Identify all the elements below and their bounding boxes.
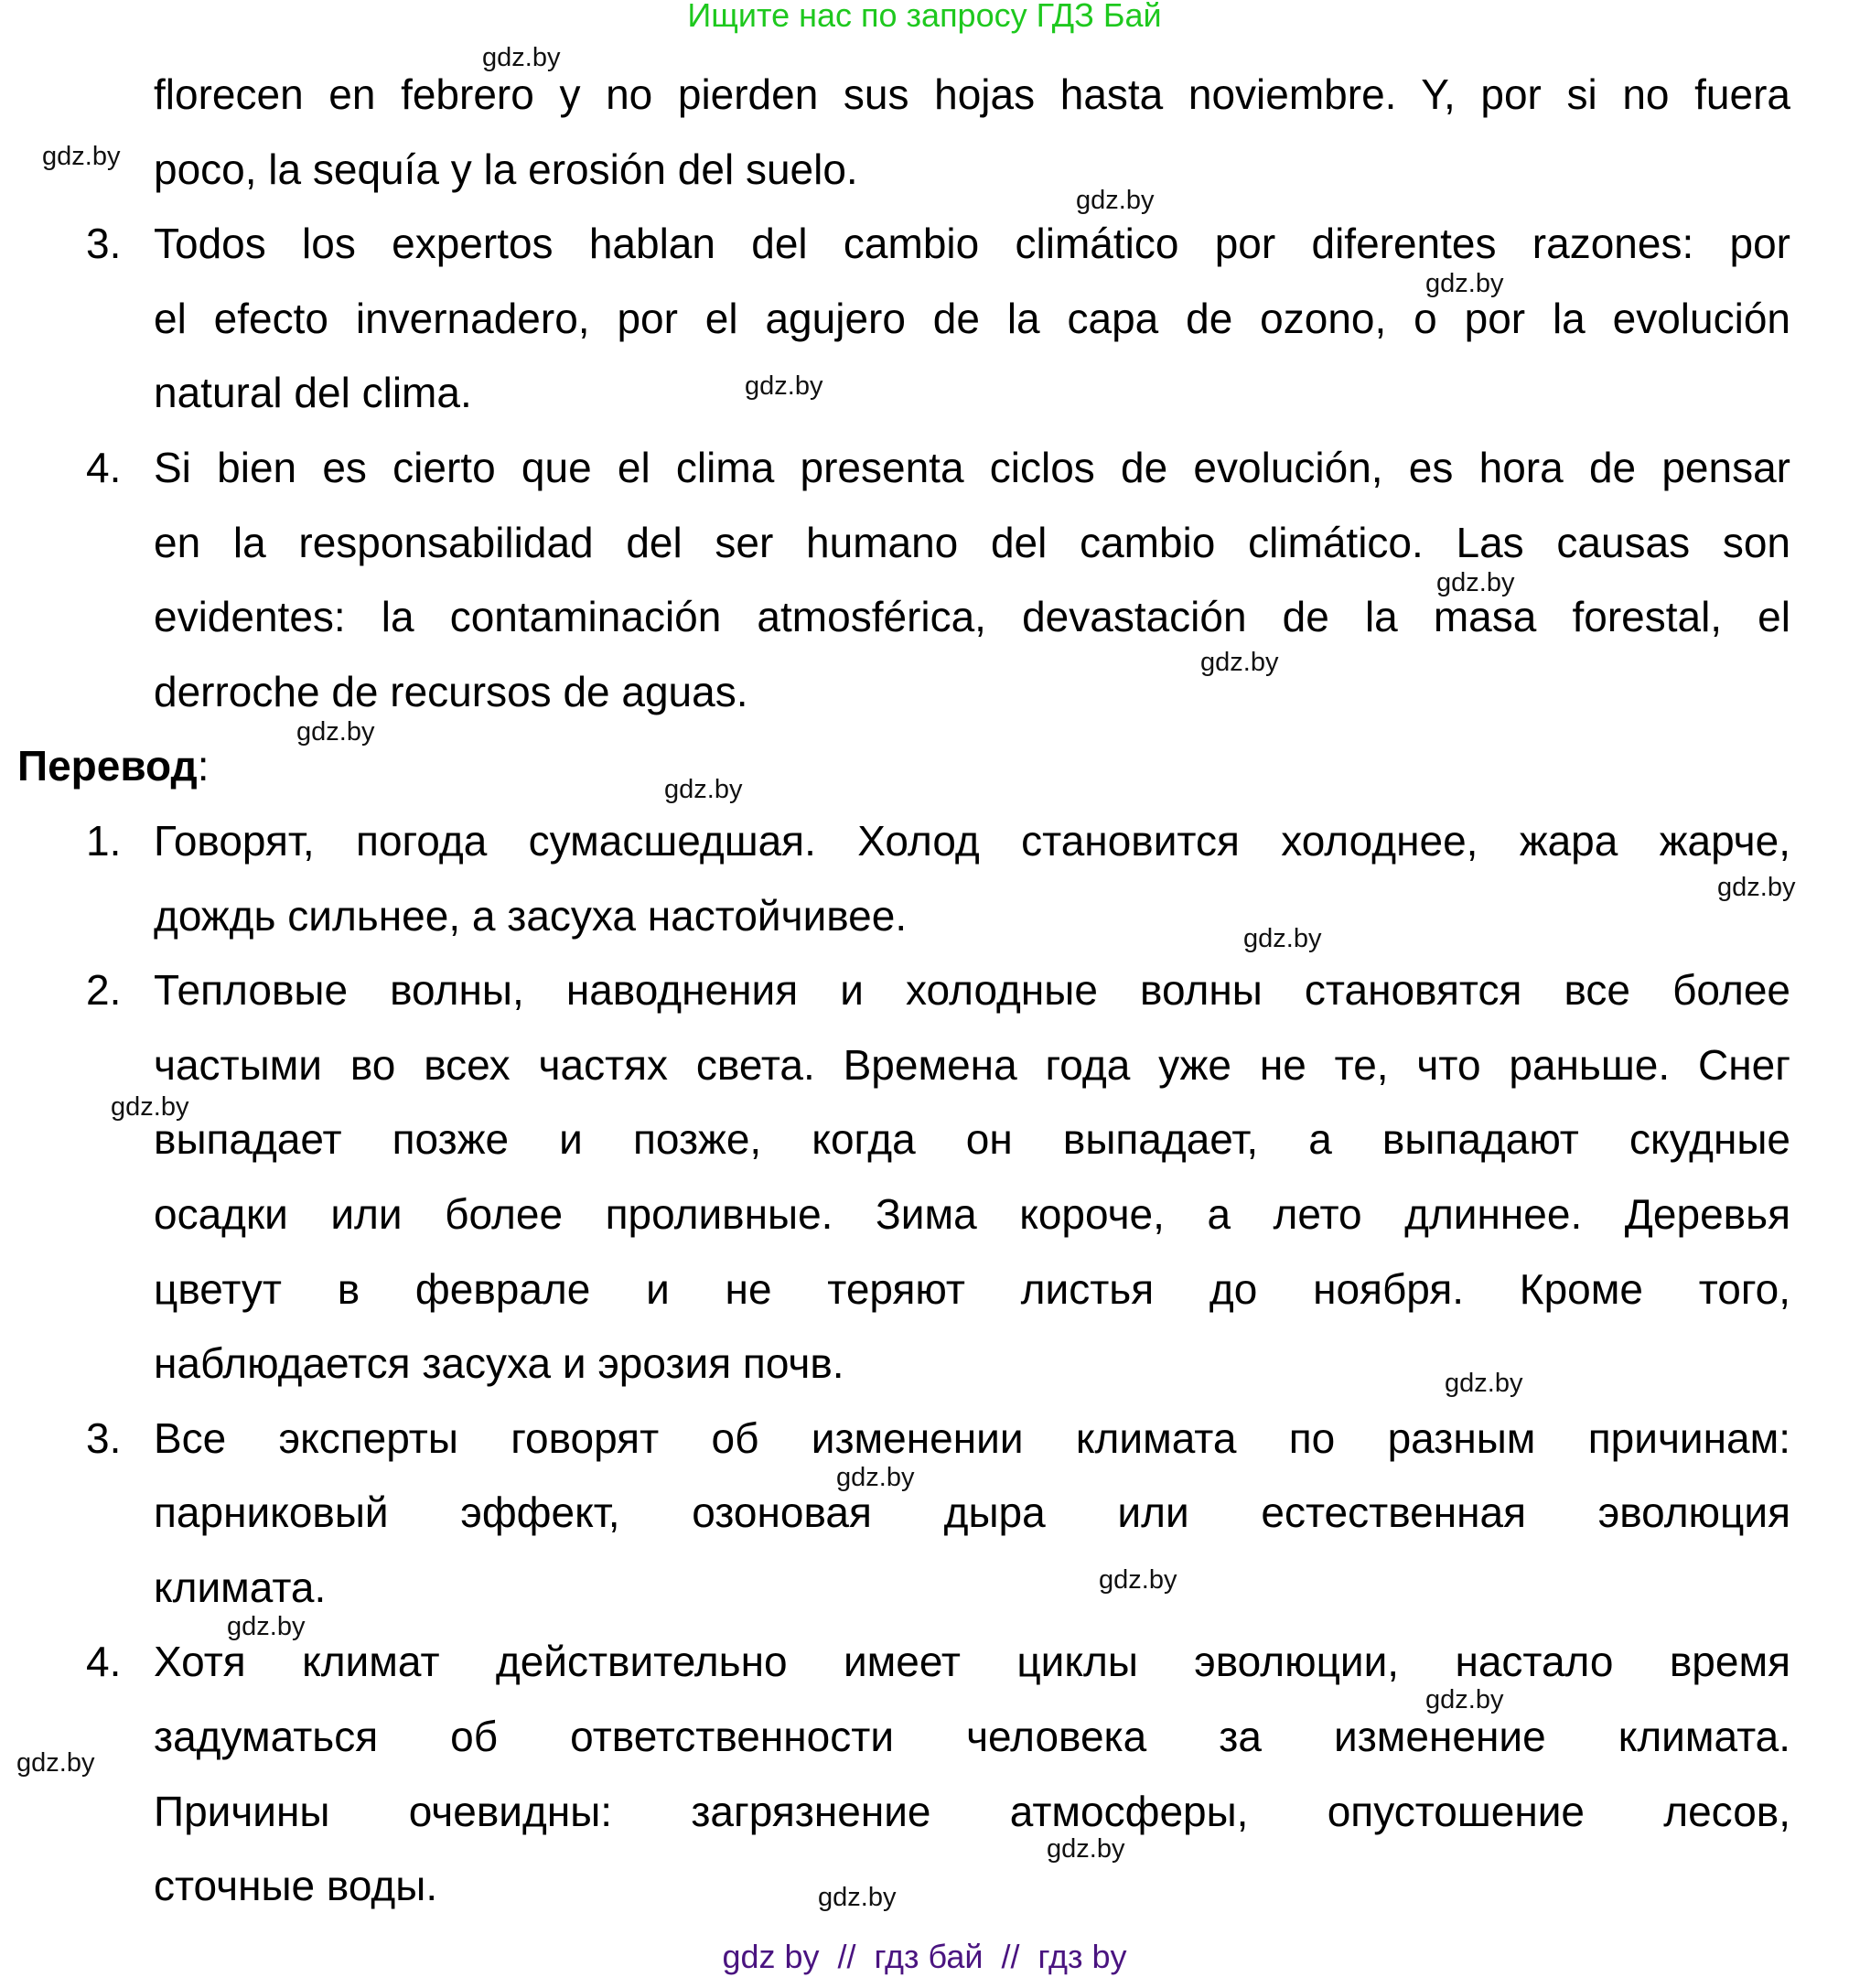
watermark: gdz.by bbox=[818, 1883, 897, 1912]
text-line: natural del clima. bbox=[154, 369, 472, 417]
text-line: florecen en febrero y no pierden sus hojas hasta noviembre. Y, por si no fuera bbox=[154, 70, 1790, 118]
text-line: evidentes: la contaminación atmosférica, devastación de la masa forestal, el bbox=[154, 593, 1790, 641]
watermark: gdz.by bbox=[227, 1612, 306, 1641]
watermark: gdz.by bbox=[16, 1748, 95, 1778]
watermark: gdz.by bbox=[836, 1463, 915, 1492]
watermark: gdz.by bbox=[42, 142, 121, 171]
list-item-number: 3. Todos los expertos hablan del cambio climático por diferentes razones: por bbox=[86, 220, 1790, 268]
text-line: частыми во всех частях света. Времена года уже не те, что раньше. Снег bbox=[154, 1040, 1790, 1089]
text-line: наблюдается засуха и эрозия почв. bbox=[154, 1339, 844, 1388]
footer-links: gdz by // гдз бай // гдз by bbox=[722, 1938, 1127, 1975]
text-line: дождь сильнее, а засуха настойчивее. bbox=[154, 891, 908, 940]
watermark: gdz.by bbox=[111, 1092, 189, 1122]
text-line: poco, la sequía y la erosión del suelo. bbox=[154, 145, 858, 193]
text-line: задуматься об ответственности человека за изменение климата. bbox=[154, 1713, 1790, 1761]
watermark: gdz.by bbox=[1445, 1369, 1523, 1398]
text-line: Причины очевидны: загрязнение атмосферы, опустошение лесов, bbox=[154, 1787, 1790, 1835]
list-item-number: 1. Говорят, погода сумасшедшая. Холод становится холоднее, жара жарче, bbox=[86, 816, 1790, 865]
text-line: климата. bbox=[154, 1563, 327, 1611]
watermark: gdz.by bbox=[664, 775, 743, 804]
watermark: gdz.by bbox=[482, 43, 561, 72]
watermark: gdz.by bbox=[1099, 1565, 1177, 1595]
watermark: gdz.by bbox=[296, 717, 375, 747]
watermark: gdz.by bbox=[1243, 924, 1322, 953]
watermark: gdz.by bbox=[1200, 648, 1279, 677]
watermark: gdz.by bbox=[1047, 1834, 1125, 1864]
list-item-number: 2. Тепловые волны, наводнения и холодные волны становятся все более bbox=[86, 966, 1790, 1015]
watermark: gdz.by bbox=[1425, 1685, 1504, 1714]
watermark: gdz.by bbox=[1076, 186, 1155, 215]
document-body bbox=[0, 58, 1849, 1924]
text-line: derroche de recursos de aguas. bbox=[154, 667, 748, 715]
watermark: gdz.by bbox=[1436, 568, 1515, 597]
text-line: осадки или более проливные. Зима короче, а лето длиннее. Деревья bbox=[154, 1189, 1790, 1238]
text-line: en la responsabilidad del ser humano del cambio climático. Las causas son bbox=[154, 518, 1790, 566]
watermark: gdz.by bbox=[745, 371, 823, 401]
text-line: выпадает позже и позже, когда он выпадает, а выпадают скудные bbox=[154, 1115, 1790, 1164]
watermark: gdz.by bbox=[1717, 873, 1796, 902]
list-item-number: 4. Si bien es cierto que el clima presenta ciclos de evolución, es hora de pensar bbox=[86, 443, 1790, 491]
text-line: цветут в феврале и не теряют листья до ноября. Кроме того, bbox=[154, 1264, 1790, 1313]
list-item-number: 4. Хотя климат действительно имеет циклы эволюции, настало время bbox=[86, 1638, 1790, 1686]
search-banner: Ищите нас по запросу ГДЗ Бай bbox=[687, 0, 1162, 34]
translation-heading: Перевод: bbox=[17, 742, 210, 790]
text-line: сточные воды. bbox=[154, 1862, 438, 1910]
text-line: el efecto invernadero, por el agujero de la capa de ozono, o por la evolución bbox=[154, 294, 1790, 342]
text-line: парниковый эффект, озоновая дыра или естественная эволюция bbox=[154, 1488, 1790, 1537]
list-item-number: 3. Все эксперты говорят об изменении климата по разным причинам: bbox=[86, 1413, 1790, 1462]
watermark: gdz.by bbox=[1425, 269, 1504, 298]
